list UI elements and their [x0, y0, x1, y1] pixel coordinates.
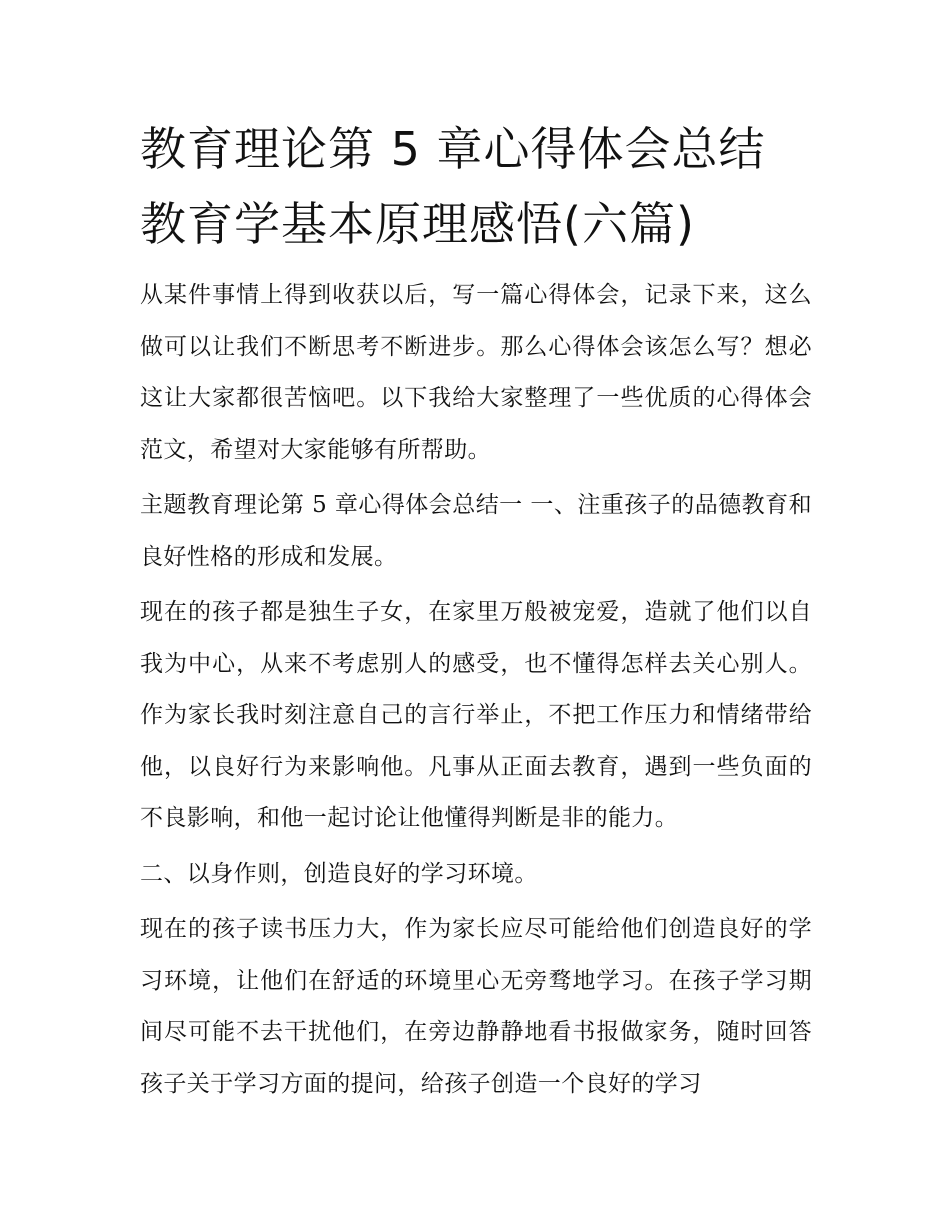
title-line-1: 教育理论第 5 章心得体会总结: [140, 122, 766, 176]
paragraph-intro: 从某件事情上得到收获以后，写一篇心得体会，记录下来，这么做可以让我们不断思考不断进步。那么心得体会该怎么写？想必这让大家都很苦恼吧。以下我给大家整理了一些优质的心得体会范文，希望对大家能够有所帮助。: [140, 282, 812, 463]
document-body: [140, 112, 812, 1114]
document-title: [140, 112, 812, 262]
paragraph-section-2-heading: 二、以身作则，创造良好的学习环境。: [140, 860, 538, 887]
title-line-2: 教育学基本原理感悟(六篇): [140, 197, 695, 251]
paragraph-section-1-body: 现在的孩子都是独生子女，在家里万般被宠爱，造就了他们以自我为中心，从来不考虑别人的感受，也不懂得怎样去关心别人。作为家长我时刻注意自己的言行举止，不把工作压力和情绪带给他，以良好行为来影响他。凡事从正面去教育，遇到一些负面的不良影响，和他一起讨论让他懂得判断是非的能力。: [140, 599, 812, 831]
paragraph-section-1-heading: 主题教育理论第 5 章心得体会总结一 一、注重孩子的品德教育和良好性格的形成和发展。: [140, 492, 812, 570]
paragraph-section-2-body: 现在的孩子读书压力大，作为家长应尽可能给他们创造良好的学习环境，让他们在舒适的环境里心无旁骛地学习。在孩子学习期间尽可能不去干扰他们，在旁边静静地看书报做家务，随时回答孩子关于学习方面的提问，给孩子创造一个良好的学习: [140, 916, 812, 1097]
